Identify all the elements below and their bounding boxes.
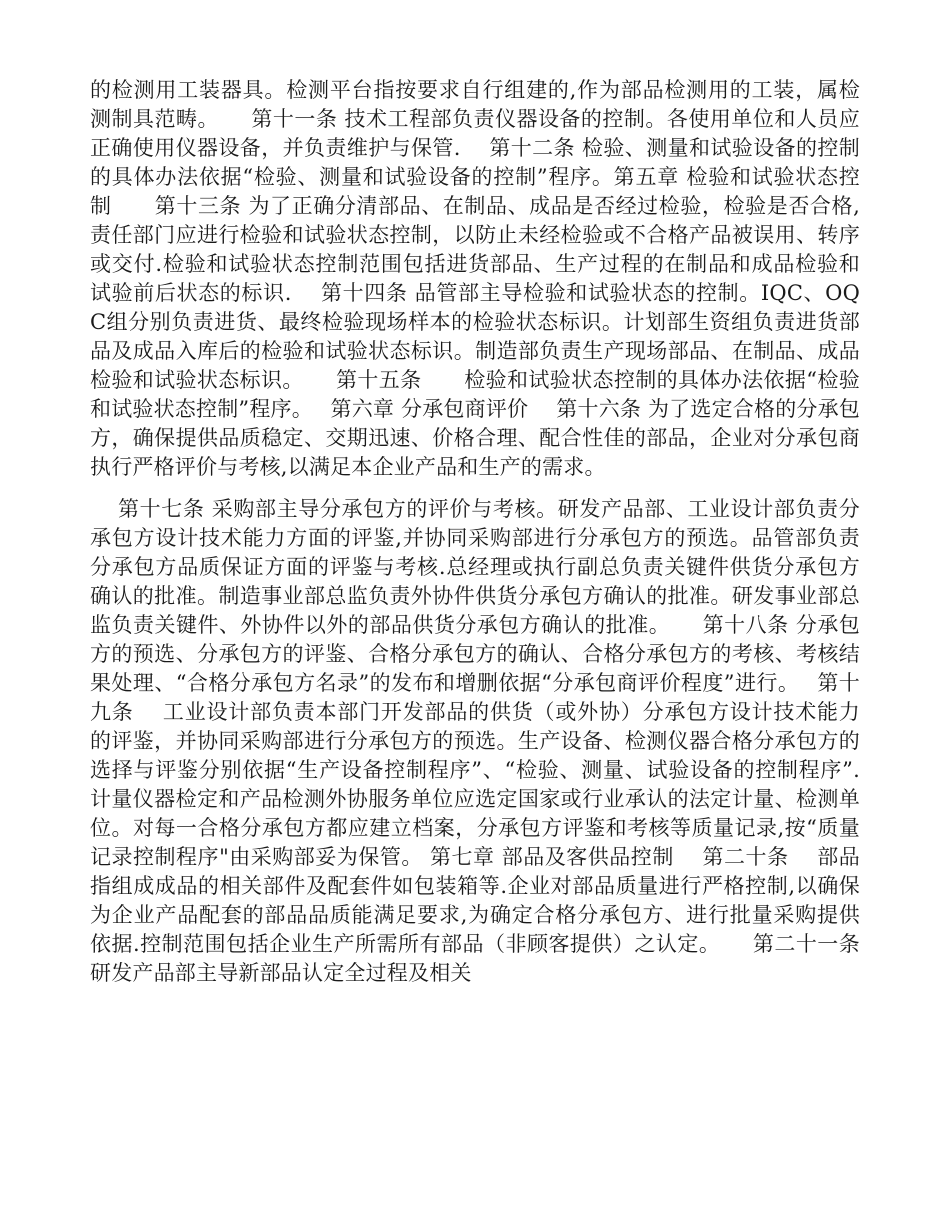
document-page: [90, 76, 889, 988]
paragraph-2: 第十七条 采购部主导分承包方的评价与考核。研发产品部、工业设计部负责分承包方设计技术能力方面的评鉴,并协同采购部进行分承包方的预选。品管部负责分承包方品质保证方面的评鉴与考核.总经理或执行副总负责关键件供货分承包方确认的批准。制造事业部总监负责外协件供货分承包方确认的批准。研发事业部总监负责关键件、外协件以外的部品供货分承包方确认的批准。 第十八条 分承包方的预选、分承包方的评鉴、合格分承包方的确认、合格分承包方的考核、考核结果处理、“合格分承包方名录”的发布和增删依据“分承包商评价程度”进行。 第十九条 工业设计部负责本部门开发部品的供货（或外协）分承包方设计技术能力的评鉴，并协同采购部进行分承包方的预选。生产设备、检测仪器合格分承包方的选择与评鉴分别依据“生产设备控制程序”、“检验、测量、试验设备的控制程序”.计量仪器检定和产品检测外协服务单位应选定国家或行业承认的法定计量、检测单位。对每一合格分承包方都应建立档案，分承包方评鉴和考核等质量记录,按“质量记录控制程序"由采购部妥为保管。 第七章 部品及客供品控制 第二十条 部品指组成成品的相关部件及配套件如包装箱等.企业对部品质量进行严格控制,以确保为企业产品配套的部品品质能满足要求,为确定合格分承包方、进行批量采购提供依据.控制范围包括企业生产所需所有部品（非顾客提供）之认定。 第二十一条 研发产品部主导新部品认定全过程及相关: [90, 497, 889, 985]
paragraph-1: 的检测用工装器具。检测平台指按要求自行组建的,作为部品检测用的工装，属检测制具范畴。 第十一条 技术工程部负责仪器设备的控制。各使用单位和人员应正确使用仪器设备，并负责维护与保管. 第十二条 检验、测量和试验设备的控制的具体办法依据“检验、测量和试验设备的控制”程序。第五章 检验和试验状态控制 第十三条 为了正确分清部品、在制品、成品是否经过检验，检验是否合格,责任部门应进行检验和试验状态控制，以防止未经检验或不合格产品被误用、转序或交付.检验和试验状态控制范围包括进货部品、生产过程的在制品和成品检验和试验前后状态的标识. 第十四条 品管部主导检验和试验状态的控制。IQC、OQC组分别负责进货、最终检验现场样本的检验状态标识。计划部生资组负责进货部品及成品入库后的检验和试验状态标识。制造部负责生产现场部品、在制品、成品检验和试验状态标识。 第十五条 检验和试验状态控制的具体办法依据“检验和试验状态控制”程序。 第六章 分承包商评价 第十六条 为了选定合格的分承包方，确保提供品质稳定、交期迅速、价格合理、配合性佳的部品，企业对分承包商执行严格评价与考核,以满足本企业产品和生产的需求。: [90, 78, 860, 479]
